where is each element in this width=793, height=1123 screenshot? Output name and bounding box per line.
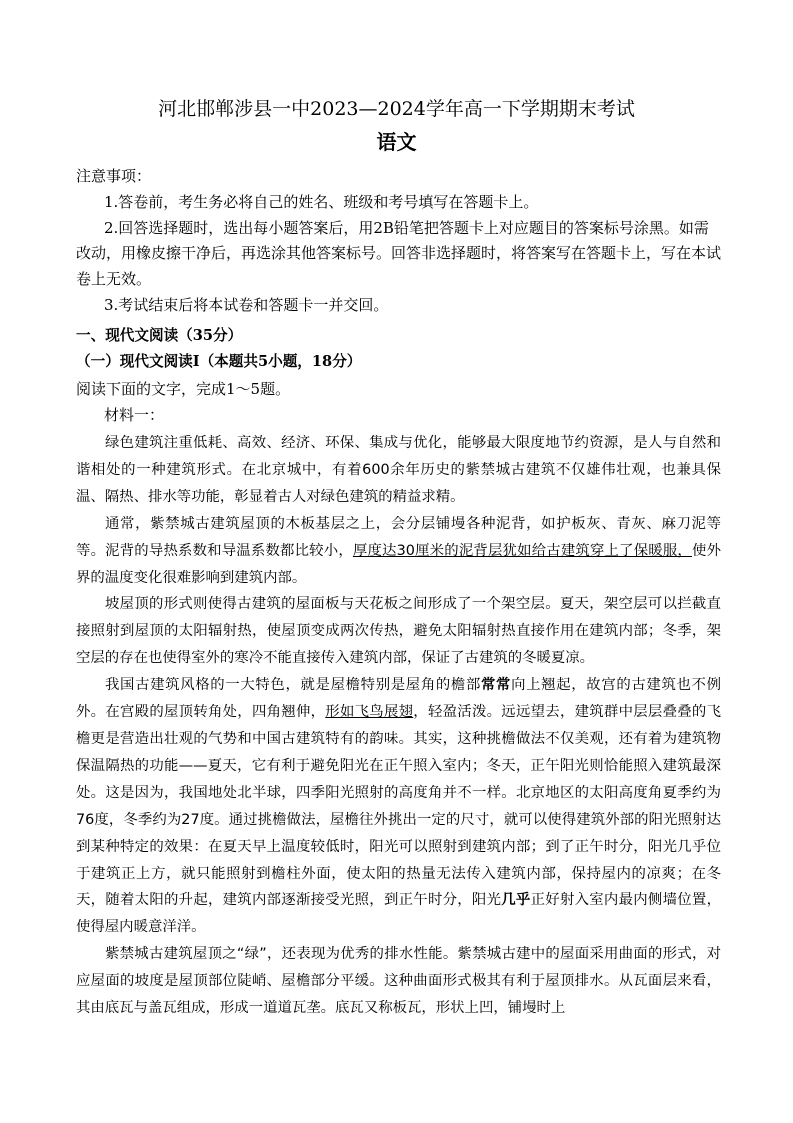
- passage-text: 我国古建筑风格的一大特色，就是屋檐特别是屋角的檐部: [105, 677, 481, 694]
- bold-word: 常常: [480, 677, 512, 694]
- underlined-phrase: 形如飞鸟展翅: [325, 704, 414, 721]
- material-label: 材料一：: [104, 406, 165, 424]
- exam-title: 河北邯郸涉县一中2023—2024学年高一下学期期末考试: [158, 98, 635, 120]
- exam-notes: [76, 164, 721, 319]
- passage-text: 通常，紫禁城古建筑屋顶的木板基层之上，会分层铺墁各种泥背，如护板灰、青灰、麻刀泥等等。泥背的导热系数和导温系数都比较小，: [76, 515, 721, 559]
- passage-paragraph-1: 绿色建筑注重低耗、高效、经济、环保、集成与优化，能够最大限度地节约资源，是人与自然和谐相处的一种建筑形式。在北京城中，有着600余年历史的紫禁城古建筑不仅雄伟壮观，也兼具保温、隔热、排水等功能，彰显着古人对绿色建筑的精益求精。: [76, 435, 721, 505]
- passage-text: 使外界的温度变化很难影响到建筑内部。: [76, 542, 721, 586]
- section-heading-part1: 一、现代文阅读（35分）: [76, 327, 243, 344]
- passage-paragraph-5: 紫禁城古建筑屋顶之“绿”，还表现为优秀的排水性能。紫禁城古建中的屋面采用曲面的形式，对应屋面的坡度是屋顶部位陡峭、屋檐部分平缓。这种曲面形式极其有利于屋顶排水。从瓦面层来看，其由底瓦与盖瓦组成，形成一道道瓦垄。底瓦又称板瓦，形状上凹，铺墁时上: [76, 946, 721, 1017]
- passage-text: ，轻盈活泼。远远望去，建筑群中层层叠叠的飞檐更是营造出壮观的气势和中国古建筑特有的韵味。其实，这种挑檐做法不仅美观，还有着为建筑物保温隔热的功能——夏天，它有利于避免阳光在正午照入室内；冬天，正午阳光则恰能照入建筑最深处。这是因为，我国地处北半球，四季阳光照射的高度角并不一样。北京地区的太阳高度角夏季约为76度，冬季约为27度。通过挑檐做法，屋檐往外挑出一定的尺寸，就可以使得建筑外部的阳光照射达到某种特定的效果：在夏天早上温度较低时，阳光可以照射到建筑内部；到了正午时分，阳光几乎位于建筑正上方，就只能照射到檐柱外面，使太阳的热量无法传入建筑内部，保持屋内的凉爽；在冬天，随着太阳的升起，建筑内部逐渐接受光照，到正午时分，阳光: [76, 704, 721, 909]
- passage-paragraph-2: [76, 511, 721, 592]
- notes-item-2: 2.回答选择题时，选出每小题答案后，用2B铅笔把答题卡上对应题目的答案标号涂黑。如需改动，用橡皮擦干净后，再选涂其他答案标号。回答非选择题时，将答案写在答题卡上，写在本试卷上无效。: [76, 218, 722, 289]
- reading-passage: [76, 430, 721, 1022]
- subject-title: 语文: [376, 130, 417, 154]
- notes-item-1: 1.答卷前，考生务必将自己的姓名、班级和考号填写在答题卡上。: [104, 192, 539, 211]
- passage-paragraph-3: 坡屋顶的形式则使得古建筑的屋面板与天花板之间形成了一个架空层。夏天，架空层可以拦截直接照射到屋顶的太阳辐射热，使屋顶变成两次传热，避免太阳辐射热直接作用在建筑内部；冬季，架空层的存在也使得室外的寒冷不能直接传入建筑内部，保证了古建筑的冬暖夏凉。: [76, 596, 721, 667]
- passage-text: 向上翘起，故宫的古建筑也不例外。在宫殿的屋顶转角处，四角翘伸，: [76, 677, 721, 721]
- section-heading-sub1: （一）现代文阅读Ⅰ（本题共5小题，18分）: [76, 353, 362, 370]
- passage-paragraph-4: [76, 672, 721, 941]
- passage-text: 正好射入室内最内侧墙位置，使得屋内暖意洋洋。: [76, 892, 721, 936]
- bold-word: 几乎: [501, 892, 531, 909]
- reading-instruction: 阅读下面的文字，完成1～5题。: [76, 380, 291, 398]
- underlined-sentence: 厚度达30厘米的泥背层犹如给古建筑穿上了保暖服，: [352, 542, 692, 559]
- notes-item-3: 3.考试结束后将本试卷和答题卡一并交回。: [104, 295, 389, 314]
- notes-heading: 注意事项：: [76, 167, 152, 185]
